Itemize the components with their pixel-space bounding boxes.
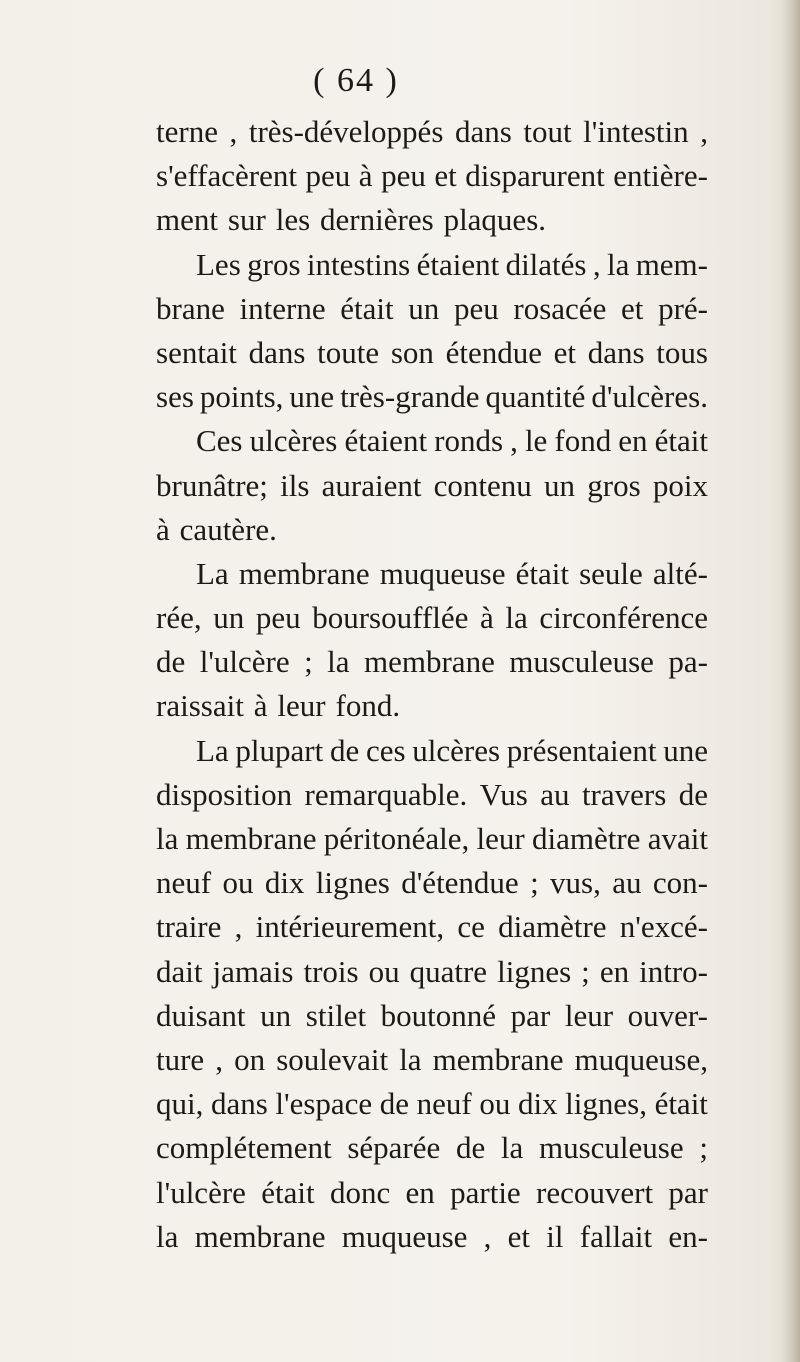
text-line: Ces ulcères étaient ronds , le fond en était — [196, 423, 708, 459]
text-line: la membrane péritonéale, leur diamètre avait — [156, 821, 708, 856]
page-edge-shadow — [782, 0, 800, 1362]
text-line: ses points, une très-grande quantité d'ulcères. — [156, 379, 708, 415]
text-line: raissait à leur fond. — [156, 688, 401, 724]
text-line: la membrane muqueuse , et il fallait en- — [156, 1218, 708, 1254]
text-line: La plupart de ces ulcères présentaient une — [196, 732, 708, 768]
text-line: disposition remarquable. Vus au travers de — [156, 776, 708, 812]
text-line: Les gros intestins étaient dilatés , la mem- — [196, 246, 708, 282]
text-line: La membrane muqueuse était seule alté- — [196, 555, 708, 591]
text-line: terne , très-développés dans tout l'intestin , — [156, 114, 708, 149]
text-line: qui, dans l'espace de neuf ou dix lignes, était — [156, 1086, 708, 1122]
text-line: à cautère. — [156, 511, 277, 547]
text-line: ture , on soulevait la membrane muqueuse, — [156, 1041, 708, 1077]
text-line: brunâtre; ils auraient contenu un gros poix — [156, 467, 708, 503]
text-line: complétement séparée de la musculeuse ; — [156, 1130, 708, 1166]
text-line: l'ulcère était donc en partie recouvert par — [156, 1174, 708, 1210]
page-number — [0, 62, 800, 100]
text-line: neuf ou dix lignes d'étendue ; vus, au con- — [156, 865, 708, 901]
text-line: dait jamais trois ou quatre lignes ; en intro- — [156, 953, 708, 989]
text-line: ment sur les dernières plaques. — [156, 202, 547, 238]
body-text — [156, 110, 708, 1259]
page-number-text: ( 64 ) — [313, 62, 399, 99]
text-line: s'effacèrent peu à peu et disparurent entière- — [156, 158, 708, 194]
text-line: rée, un peu boursoufflée à la circonférence — [156, 600, 708, 636]
text-line: sentait dans toute son étendue et dans tous — [156, 334, 708, 370]
text-line: brane interne était un peu rosacée et pré- — [156, 290, 708, 326]
text-line: duisant un stilet boutonné par leur ouver- — [156, 997, 708, 1033]
text-line: de l'ulcère ; la membrane musculeuse pa- — [156, 644, 708, 680]
text-line: traire , intérieurement, ce diamètre n'excé- — [156, 909, 708, 945]
